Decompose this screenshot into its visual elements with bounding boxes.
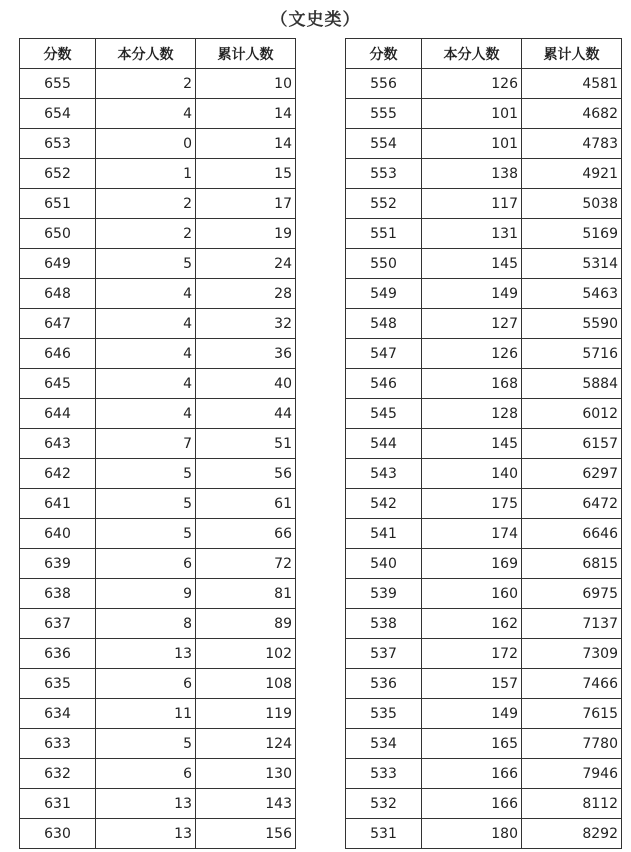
count-cell: 5	[96, 729, 196, 759]
count-cell: 131	[422, 219, 522, 249]
cumulative-cell: 19	[196, 219, 296, 249]
cumulative-cell: 108	[196, 669, 296, 699]
count-cell: 126	[422, 69, 522, 99]
table-row	[20, 309, 296, 339]
table-row	[346, 99, 622, 129]
count-cell: 140	[422, 459, 522, 489]
table-row	[20, 549, 296, 579]
header-cumulative: 累计人数	[522, 39, 622, 69]
score-cell: 641	[20, 489, 96, 519]
count-cell: 165	[422, 729, 522, 759]
score-cell: 553	[346, 159, 422, 189]
count-cell: 166	[422, 789, 522, 819]
count-cell: 166	[422, 759, 522, 789]
table-row	[346, 399, 622, 429]
score-cell: 648	[20, 279, 96, 309]
count-cell: 8	[96, 609, 196, 639]
score-cell: 645	[20, 369, 96, 399]
cumulative-cell: 130	[196, 759, 296, 789]
score-cell: 636	[20, 639, 96, 669]
table-row	[346, 639, 622, 669]
score-cell: 531	[346, 819, 422, 849]
cumulative-cell: 44	[196, 399, 296, 429]
cumulative-cell: 4682	[522, 99, 622, 129]
table-row	[20, 69, 296, 99]
cumulative-cell: 5716	[522, 339, 622, 369]
table-row	[20, 339, 296, 369]
table-row	[20, 369, 296, 399]
score-cell: 536	[346, 669, 422, 699]
table-row	[20, 759, 296, 789]
score-cell: 543	[346, 459, 422, 489]
count-cell: 128	[422, 399, 522, 429]
score-cell: 638	[20, 579, 96, 609]
cumulative-cell: 4581	[522, 69, 622, 99]
table-row	[20, 399, 296, 429]
table-row	[20, 669, 296, 699]
cumulative-cell: 14	[196, 129, 296, 159]
count-cell: 169	[422, 549, 522, 579]
count-cell: 2	[96, 219, 196, 249]
cumulative-cell: 66	[196, 519, 296, 549]
cumulative-cell: 36	[196, 339, 296, 369]
table-row	[20, 129, 296, 159]
score-cell: 542	[346, 489, 422, 519]
score-cell: 541	[346, 519, 422, 549]
header-score: 分数	[20, 39, 96, 69]
table-row	[20, 609, 296, 639]
page-title: （文史类）	[270, 10, 361, 30]
count-cell: 160	[422, 579, 522, 609]
header-score: 分数	[346, 39, 422, 69]
cumulative-cell: 4783	[522, 129, 622, 159]
cumulative-cell: 5038	[522, 189, 622, 219]
table-row	[346, 219, 622, 249]
cumulative-cell: 6815	[522, 549, 622, 579]
table-row	[20, 189, 296, 219]
table-row	[20, 459, 296, 489]
cumulative-cell: 119	[196, 699, 296, 729]
count-cell: 2	[96, 189, 196, 219]
table-row	[346, 369, 622, 399]
score-cell: 552	[346, 189, 422, 219]
score-cell: 639	[20, 549, 96, 579]
table-row	[20, 429, 296, 459]
count-cell: 9	[96, 579, 196, 609]
table-row	[346, 279, 622, 309]
count-cell: 13	[96, 819, 196, 849]
table-row	[346, 669, 622, 699]
cumulative-cell: 6975	[522, 579, 622, 609]
cumulative-cell: 4921	[522, 159, 622, 189]
score-cell: 538	[346, 609, 422, 639]
score-cell: 640	[20, 519, 96, 549]
table-row	[346, 579, 622, 609]
cumulative-cell: 6012	[522, 399, 622, 429]
score-cell: 653	[20, 129, 96, 159]
score-cell: 546	[346, 369, 422, 399]
count-cell: 127	[422, 309, 522, 339]
score-cell: 550	[346, 249, 422, 279]
cumulative-cell: 5314	[522, 249, 622, 279]
count-cell: 172	[422, 639, 522, 669]
score-cell: 635	[20, 669, 96, 699]
count-cell: 5	[96, 519, 196, 549]
table-row	[20, 519, 296, 549]
count-cell: 174	[422, 519, 522, 549]
score-table-right	[345, 38, 622, 849]
table-row	[346, 609, 622, 639]
table-row	[20, 789, 296, 819]
score-cell: 549	[346, 279, 422, 309]
count-cell: 162	[422, 609, 522, 639]
score-cell: 551	[346, 219, 422, 249]
table-row	[20, 279, 296, 309]
score-cell: 652	[20, 159, 96, 189]
cumulative-cell: 72	[196, 549, 296, 579]
cumulative-cell: 7615	[522, 699, 622, 729]
score-cell: 649	[20, 249, 96, 279]
score-cell: 545	[346, 399, 422, 429]
score-cell: 650	[20, 219, 96, 249]
score-cell: 644	[20, 399, 96, 429]
count-cell: 7	[96, 429, 196, 459]
score-cell: 540	[346, 549, 422, 579]
cumulative-cell: 7946	[522, 759, 622, 789]
cumulative-cell: 24	[196, 249, 296, 279]
count-cell: 126	[422, 339, 522, 369]
score-cell: 651	[20, 189, 96, 219]
cumulative-cell: 32	[196, 309, 296, 339]
table-row	[346, 429, 622, 459]
count-cell: 4	[96, 309, 196, 339]
count-cell: 117	[422, 189, 522, 219]
cumulative-cell: 15	[196, 159, 296, 189]
count-cell: 149	[422, 699, 522, 729]
score-cell: 642	[20, 459, 96, 489]
count-cell: 13	[96, 639, 196, 669]
table-row	[20, 639, 296, 669]
cumulative-cell: 8292	[522, 819, 622, 849]
score-cell: 537	[346, 639, 422, 669]
cumulative-cell: 17	[196, 189, 296, 219]
count-cell: 4	[96, 99, 196, 129]
table-row	[346, 519, 622, 549]
cumulative-cell: 61	[196, 489, 296, 519]
table-row	[20, 699, 296, 729]
score-cell: 632	[20, 759, 96, 789]
score-cell: 654	[20, 99, 96, 129]
cumulative-cell: 51	[196, 429, 296, 459]
table-row	[346, 459, 622, 489]
score-cell: 556	[346, 69, 422, 99]
table-row	[346, 489, 622, 519]
cumulative-cell: 89	[196, 609, 296, 639]
cumulative-cell: 40	[196, 369, 296, 399]
count-cell: 4	[96, 339, 196, 369]
count-cell: 145	[422, 429, 522, 459]
cumulative-cell: 7309	[522, 639, 622, 669]
score-cell: 633	[20, 729, 96, 759]
cumulative-cell: 124	[196, 729, 296, 759]
score-table-left	[19, 38, 296, 849]
count-cell: 5	[96, 249, 196, 279]
count-cell: 180	[422, 819, 522, 849]
cumulative-cell: 56	[196, 459, 296, 489]
table-row	[20, 249, 296, 279]
table-row	[346, 789, 622, 819]
score-cell: 646	[20, 339, 96, 369]
cumulative-cell: 7466	[522, 669, 622, 699]
table-row	[346, 759, 622, 789]
table-row	[346, 129, 622, 159]
table-row	[346, 309, 622, 339]
table-row	[20, 819, 296, 849]
table-row	[20, 219, 296, 249]
table-row	[346, 69, 622, 99]
count-cell: 4	[96, 399, 196, 429]
count-cell: 101	[422, 129, 522, 159]
score-cell: 634	[20, 699, 96, 729]
score-cell: 547	[346, 339, 422, 369]
score-cell: 535	[346, 699, 422, 729]
count-cell: 1	[96, 159, 196, 189]
count-cell: 11	[96, 699, 196, 729]
count-cell: 157	[422, 669, 522, 699]
score-cell: 548	[346, 309, 422, 339]
cumulative-cell: 6472	[522, 489, 622, 519]
score-cell: 534	[346, 729, 422, 759]
table-row	[346, 819, 622, 849]
cumulative-cell: 7780	[522, 729, 622, 759]
cumulative-cell: 5884	[522, 369, 622, 399]
count-cell: 168	[422, 369, 522, 399]
table-header-row	[20, 39, 296, 69]
count-cell: 6	[96, 759, 196, 789]
score-cell: 655	[20, 69, 96, 99]
count-cell: 2	[96, 69, 196, 99]
count-cell: 13	[96, 789, 196, 819]
table-row	[346, 549, 622, 579]
count-cell: 4	[96, 279, 196, 309]
count-cell: 5	[96, 459, 196, 489]
cumulative-cell: 81	[196, 579, 296, 609]
table-row	[346, 699, 622, 729]
score-cell: 544	[346, 429, 422, 459]
cumulative-cell: 156	[196, 819, 296, 849]
score-cell: 637	[20, 609, 96, 639]
cumulative-cell: 5590	[522, 309, 622, 339]
cumulative-cell: 6646	[522, 519, 622, 549]
count-cell: 175	[422, 489, 522, 519]
cumulative-cell: 10	[196, 69, 296, 99]
cumulative-cell: 28	[196, 279, 296, 309]
table-row	[346, 339, 622, 369]
count-cell: 138	[422, 159, 522, 189]
count-cell: 4	[96, 369, 196, 399]
cumulative-cell: 5169	[522, 219, 622, 249]
score-cell: 647	[20, 309, 96, 339]
table-row	[20, 99, 296, 129]
count-cell: 145	[422, 249, 522, 279]
table-row	[346, 729, 622, 759]
score-cell: 631	[20, 789, 96, 819]
table-row	[20, 579, 296, 609]
cumulative-cell: 6297	[522, 459, 622, 489]
cumulative-cell: 6157	[522, 429, 622, 459]
score-cell: 555	[346, 99, 422, 129]
table-row	[346, 189, 622, 219]
count-cell: 5	[96, 489, 196, 519]
count-cell: 101	[422, 99, 522, 129]
cumulative-cell: 5463	[522, 279, 622, 309]
header-count: 本分人数	[422, 39, 522, 69]
score-cell: 539	[346, 579, 422, 609]
count-cell: 149	[422, 279, 522, 309]
score-cell: 554	[346, 129, 422, 159]
cumulative-cell: 102	[196, 639, 296, 669]
score-cell: 533	[346, 759, 422, 789]
header-cumulative: 累计人数	[196, 39, 296, 69]
count-cell: 6	[96, 549, 196, 579]
table-row	[346, 159, 622, 189]
table-row	[20, 489, 296, 519]
score-cell: 630	[20, 819, 96, 849]
count-cell: 0	[96, 129, 196, 159]
score-cell: 643	[20, 429, 96, 459]
header-count: 本分人数	[96, 39, 196, 69]
cumulative-cell: 14	[196, 99, 296, 129]
table-header-row	[346, 39, 622, 69]
cumulative-cell: 7137	[522, 609, 622, 639]
cumulative-cell: 143	[196, 789, 296, 819]
table-row	[20, 729, 296, 759]
count-cell: 6	[96, 669, 196, 699]
table-row	[20, 159, 296, 189]
cumulative-cell: 8112	[522, 789, 622, 819]
score-cell: 532	[346, 789, 422, 819]
table-row	[346, 249, 622, 279]
